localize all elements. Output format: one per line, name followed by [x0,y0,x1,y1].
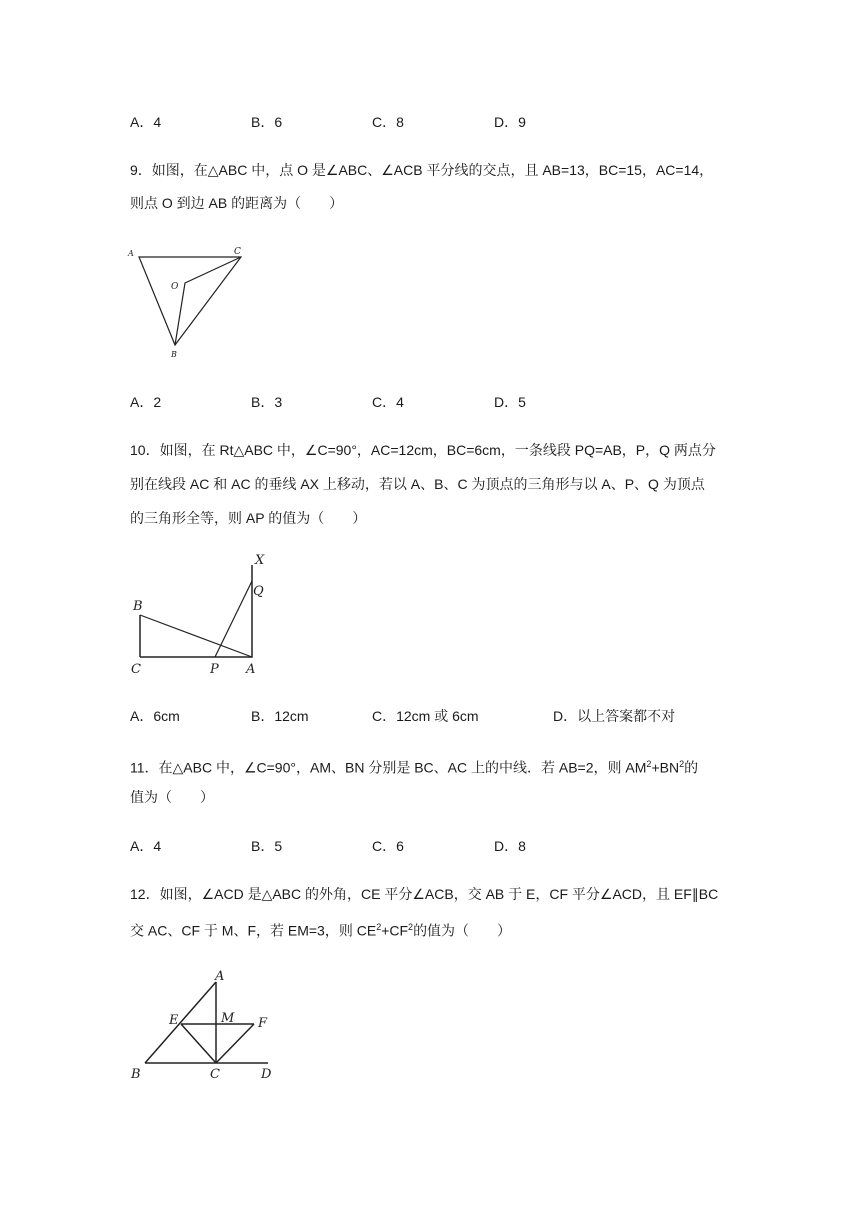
q12-text-part3: 的值为（ ） [413,922,512,939]
q12-text-part1: 交 AC、CF 于 M、F，若 EM=3，则 CE [130,922,377,939]
q11-text-line1 [130,755,698,777]
q10-text-line1: 10．如图，在 Rt△ABC 中，∠C=90°，AC=12cm，BC=6cm，一条线段 PQ=AB，P，Q 两点分 [130,442,716,458]
q12-text-line2 [130,918,511,940]
q10-side-ab [140,615,252,657]
q9-text-line2: 则点 O 到边 AB 的距离为（ ） [130,195,344,211]
q10-option-d: D．以上答案都不对 [553,708,676,724]
q10-label-q: Q [253,584,264,599]
q12-superscript-2: 2 [408,922,414,932]
q10-segment-pq [215,581,252,657]
q11-option-b: B．5 [251,838,283,854]
q9-option-a: A．2 [130,394,162,410]
q8-option-b: B．6 [251,114,283,130]
q9-label-o: O [171,282,179,292]
q12-label-a: A [215,969,225,984]
q10-figure [125,548,285,683]
q9-option-d: D．5 [494,394,526,410]
q10-option-a: A．6cm [130,708,180,724]
q12-label-b: B [131,1067,141,1082]
q12-figure [125,965,285,1085]
q12-label-c: C [210,1067,220,1082]
q9-triangle-abc [139,257,241,345]
q10-label-x: X [255,553,265,568]
q10-option-b: B．12cm [251,708,309,724]
q10-label-c: C [131,662,141,677]
q10-option-c: C．12cm 或 6cm [372,708,479,724]
q11-option-a: A．4 [130,838,162,854]
q10-label-a: A [246,662,256,677]
q10-ac-and-ax [140,565,252,657]
q9-text-line1: 9．如图，在△ABC 中，点 O 是∠ABC、∠ACB 平分线的交点，且 AB=13，BC=15，AC=14， [130,162,714,178]
q8-option-a: A．4 [130,114,162,130]
q12-text-part2: +CF [381,922,409,939]
q11-option-c: C．6 [372,838,404,854]
q10-label-p: P [210,662,219,677]
q12-label-d: D [261,1067,272,1082]
q9-label-a: A [128,249,134,258]
q9-label-b: B [171,350,177,359]
q10-text-line2: 别在线段 AC 和 AC 的垂线 AX 上移动，若以 A、B、C 为顶点的三角形与以 A、P、Q 为顶点 [130,476,705,492]
q11-superscript-2: 2 [679,759,685,769]
q12-segment-cf [216,1024,254,1063]
q9-option-b: B．3 [251,394,283,410]
q11-option-d: D．8 [494,838,526,854]
q11-text-line2: 值为（ ） [130,789,214,805]
q12-text-line1: 12．如图，∠ACD 是△ABC 的外角，CE 平分∠ACB，交 AB 于 E，CF 平分∠ACD，且 EF∥BC [130,886,719,902]
q12-label-m: M [221,1011,235,1026]
q11-text-part2: +BN [651,759,680,776]
q11-text-part1: 11．在△ABC 中，∠C=90°，AM、BN 分别是 BC、AC 上的中线．若 AB=2，则 AM [130,759,647,776]
q8-option-c: C．8 [372,114,404,130]
q10-label-b: B [133,599,143,614]
q9-triangle-figure [120,240,260,365]
q9-label-c: C [234,247,241,257]
q12-segment-ce [181,1024,216,1063]
q11-superscript-1: 2 [646,759,652,769]
q12-superscript-1: 2 [376,922,382,932]
q9-option-c: C．4 [372,394,404,410]
q11-text-part3: 的 [684,759,699,776]
q12-label-f: F [258,1016,268,1031]
q8-option-d: D．9 [494,114,526,130]
q10-text-line3: 的三角形全等，则 AP 的值为（ ） [130,510,367,526]
q12-label-e: E [169,1013,179,1028]
